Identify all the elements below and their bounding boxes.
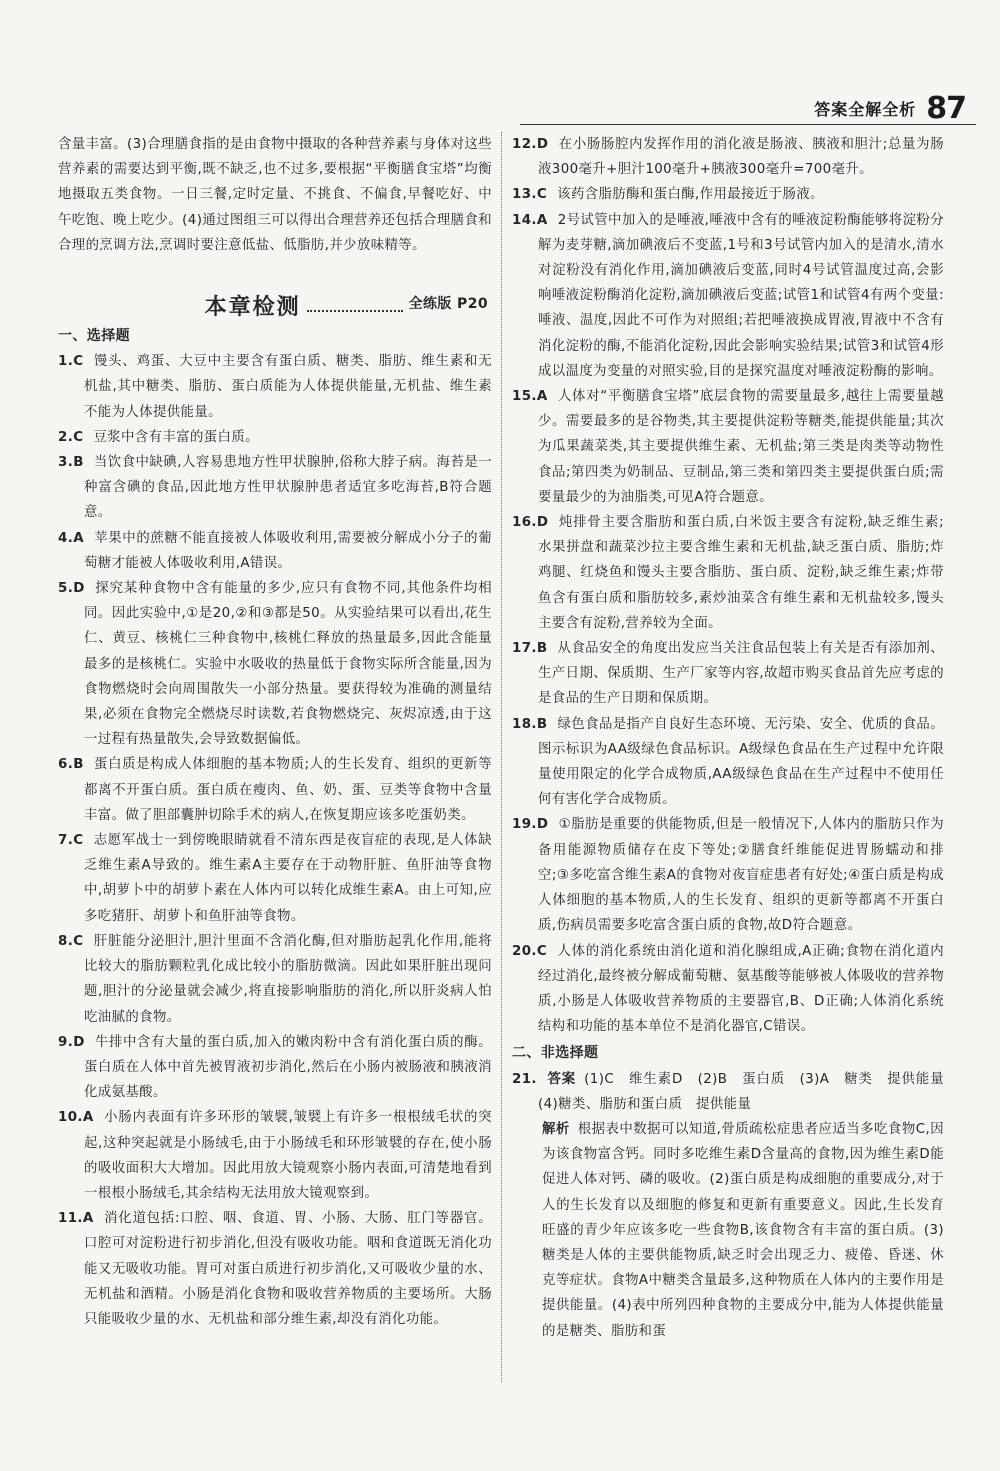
answer-item	[58, 752, 492, 828]
answer-item	[58, 576, 492, 752]
page-number: 87	[926, 90, 966, 126]
item-number: 10.A	[58, 1110, 94, 1126]
item-text: 该药含脂肪酶和蛋白酶,作用最接近于肠液。	[557, 187, 824, 203]
item-number: 14.A	[512, 212, 548, 228]
item-text: 蛋白质是构成人体细胞的基本物质;人的生长发育、组织的更新等都离不开蛋白质。蛋白质在瘦肉、鱼、奶、蛋、豆类等食物中含量丰富。做了胆部囊肿切除手术的病人,在恢复期应该多吃蛋奶类。	[84, 757, 492, 823]
answer-item	[58, 450, 492, 526]
analysis-paragraph	[512, 1117, 944, 1344]
answer-item	[58, 526, 492, 576]
item-number: 6.B	[58, 757, 84, 773]
chapter-name: 本章检测	[204, 294, 301, 320]
leader-dots	[307, 310, 403, 312]
item-text: 肝脏能分泌胆汁,胆汁里面不含消化酶,但对脂肪起乳化作用,能将比较大的脂肪颗粒乳化成比较小的脂肪微滴。因此如果肝脏出现问题,胆汁的分泌量就会减少,将直接影响脂肪的消化,所以肝炎病人怕吃油腻的食物。	[84, 933, 492, 1025]
header-title: 答案全解全析	[814, 99, 917, 119]
item-text: 志愿军战士一到傍晚眼睛就看不清东西是夜盲症的表现,是人体缺乏维生素A导致的。维生素A主要存在于动物肝脏、鱼肝油等食物中,胡萝卜中的胡萝卜素在人体内可以转化成维生素A。由上可知,应多吃猪肝、胡萝卜和鱼肝油等食物。	[84, 833, 492, 924]
item-number: 5.D	[58, 581, 85, 597]
item-text: 炖排骨主要含脂肪和蛋白质,白米饭主要含有淀粉,缺乏维生素;水果拼盘和蔬菜沙拉主要含维生素和无机盐,缺乏蛋白质、脂肪;炸鸡腿、红烧鱼和馒头主要含脂肪、蛋白质、淀粉,缺乏维生素;炸带鱼含有蛋白质和脂肪较多,素炒油菜含有维生素和无机盐较多,馒头主要含有淀粉,营养较为全面。	[538, 515, 944, 631]
answer-item	[58, 425, 492, 450]
analysis-label: 解析	[542, 1121, 570, 1137]
item-text: 当饮食中缺碘,人容易患地方性甲状腺肿,俗称大脖子病。海苔是一种富含碘的食品,因此地方性甲状腺肿患者适宜多吃海苔,B符合题意。	[84, 455, 492, 521]
item-text: 人体对“平衡膳食宝塔”底层食物的需要量最多,越往上需要量越少。需要最多的是谷物类,其主要提供淀粉等糖类,能提供能量;其次为瓜果蔬菜类,其主要提供维生素、无机盐;第三类是肉类等动物性食品;第四类为奶制品、豆制品,第三类和第四类主要提供蛋白质;需要量最少的为油脂类,可见A符合题意。	[538, 389, 944, 505]
answer-item	[512, 510, 944, 636]
item-text: 探究某种食物中含有能量的多少,应只有食物不同,其他条件均相同。因此实验中,①是20,②和③都是50。从实验结果可以看出,花生仁、黄豆、核桃仁三种食物中,核桃仁释放的热量最多,因此含能量最多的是核桃仁。实验中水吸收的热量低于食物实际所含能量,因为食物燃烧时会向周围散失一小部分热量。要获得较为准确的测量结果,必须在食物完全燃烧尽时读数,若食物燃烧完、灰烬凉透,由于这一过程有热量散失,会导致数据偏低。	[84, 581, 492, 748]
column-divider	[501, 132, 502, 1382]
item-number: 13.C	[512, 187, 548, 203]
answer-label: 答案	[546, 1071, 577, 1087]
item-number: 3.B	[58, 455, 84, 471]
answer-item	[58, 349, 492, 425]
answer-item	[58, 1030, 492, 1106]
item-number: 12.D	[512, 137, 549, 152]
section-heading: 二、非选择题	[512, 1045, 599, 1062]
page-header	[814, 88, 966, 128]
item-text: ①脂肪是重要的供能物质,但是一般情况下,人体内的脂肪只作为备用能源物质储存在皮下等处;②膳食纤维能促进胃肠蠕动和排空;③多吃富含维生素A的食物对夜盲症患者有好处;④蛋白质是构成人体细胞的基本物质,人的生长发育、组织的更新等都离不开蛋白质,伤病员需要多吃富含蛋白质的食物,故D符合题意。	[538, 817, 944, 934]
chapter-reference: 全练版 P20	[408, 295, 488, 312]
answer-item	[58, 828, 492, 929]
answer-item	[512, 182, 944, 207]
section-heading: 一、选择题	[58, 328, 130, 345]
intro-paragraph: 含量丰富。(3)合理膳食指的是由食物中摄取的各种营养素与身体对这些营养素的需要达到平衡,既不缺乏,也不过多,要根据“平衡膳食宝塔”均衡地摄取五类食物。一日三餐,定时定量、不挑食、不偏食,早餐吃好、中午吃饱、晚上吃少。(4)通过图组三可以得出合理营养还包括合理膳食和合理的烹调方法,烹调时要注意低盐、低脂肪,并少放味精等。	[58, 137, 492, 253]
item-number: 8.C	[58, 933, 84, 949]
item-text: 小肠内表面有许多环形的皱襞,皱襞上有许多一根根绒毛状的突起,这种突起就是小肠绒毛,由于小肠绒毛和环形皱襞的存在,使小肠的吸收面积大大增加。因此用放大镜观察小肠内表面,可清楚地看到一根根小肠绒毛,其余结构无法用放大镜观察到。	[84, 1110, 492, 1201]
analysis-text: 根据表中数据可以知道,骨质疏松症患者应适当多吃食物C,因为该食物富含钙。同时多吃维生素D含量高的食物,因为维生素D能促进人体对钙、磷的吸收。(2)蛋白质是构成细胞的重要成分,对于人的生长发育以及细胞的修复和更新有重要意义。因此,生长发育旺盛的青少年应该多吃一些食物B,该食物含有丰富的蛋白质。(3)糖类是人体的主要供能物质,缺乏时会出现乏力、疲倦、昏迷、休克等症状。食物A中糖类含量最多,这种物质在人体内的主要作用是提供能量。(4)表中所列四种食物的主要成分中,能为人体提供能量的是糖类、脂肪和蛋	[542, 1121, 944, 1339]
item-number: 1.C	[58, 354, 84, 370]
answer-item	[58, 1206, 492, 1332]
answer-item	[512, 712, 944, 813]
item-number: 2.C	[58, 429, 84, 445]
item-number: 20.C	[512, 943, 548, 959]
answer-item	[58, 1105, 492, 1206]
item-number: 17.B	[512, 641, 548, 657]
answer-item	[512, 636, 944, 712]
item-text: 人体的消化系统由消化道和消化腺组成,A正确;食物在消化道内经过消化,最终被分解成葡萄糖、氨基酸等能够被人体吸收的营养物质,小肠是人体吸收营养物质的主要器官,B、D正确;人体消化系统结构和功能的基本单位不是消化器官,C错误。	[538, 943, 944, 1035]
answer-text: (1)C 维生素D (2)B 蛋白质 (3)A 糖类 提供能量 (4)糖类、脂肪和蛋白质 提供能量	[538, 1071, 958, 1112]
item-number: 4.A	[58, 530, 84, 546]
item-text: 豆浆中含有丰富的蛋白质。	[93, 429, 259, 445]
answer-item	[512, 939, 944, 1040]
item-text: 从食品安全的角度出发应当关注食品包装上有关是否有添加剂、生产日期、保质期、生产厂家等内容,故超市购买食品首先应考虑的是食品的生产日期和保质期。	[538, 641, 944, 707]
item-number: 19.D	[512, 817, 549, 833]
answer-item	[512, 132, 944, 182]
chapter-heading	[58, 284, 488, 320]
answer-item	[512, 1067, 958, 1117]
item-number: 18.B	[512, 716, 548, 732]
answer-item	[512, 208, 944, 384]
item-text: 牛排中含有大量的蛋白质,加入的嫩肉粉中含有消化蛋白质的酶。蛋白质在人体中首先被胃液初步消化,然后在小肠内被肠液和胰液消化成氨基酸。	[84, 1034, 492, 1101]
item-text: 2号试管中加入的是唾液,唾液中含有的唾液淀粉酶能够将淀粉分解为麦芽糖,滴加碘液后不变蓝,1号和3号试管内加入的是清水,清水对淀粉没有消化作用,滴加碘液后变蓝,同时4号试管温度过高,会影响唾液淀粉酶消化淀粉,滴加碘液后变蓝;试管1和试管4有两个变量:唾液、温度,因此不可作为对照组;若把唾液换成胃液,胃液中不含有消化淀粉的酶,不能消化淀粉,因此会影响实验结果;试管3和试管4形成以温度为变量的对照实验,目的是探究温度对唾液淀粉酶的影响。	[538, 212, 944, 379]
header-rule	[520, 124, 976, 125]
item-text: 馒头、鸡蛋、大豆中主要含有蛋白质、糖类、脂肪、维生素和无机盐,其中糖类、脂肪、蛋白质能为人体提供能量,无机盐、维生素不能为人体提供能量。	[84, 354, 492, 420]
left-column	[58, 132, 492, 1332]
right-column	[512, 132, 958, 1344]
item-number: 15.A	[512, 389, 548, 405]
item-number: 21.	[512, 1071, 537, 1087]
answer-item	[512, 384, 944, 510]
item-number: 11.A	[58, 1211, 94, 1227]
item-text: 绿色食品是指产自良好生态环境、无污染、安全、优质的食品。图示标识为AA级绿色食品标识。A级绿色食品在生产过程中允许限量使用限定的化学合成物质,AA级绿色食品在生产过程中不使用任何有害化学合成物质。	[538, 716, 944, 808]
item-number: 7.C	[58, 833, 84, 849]
item-text: 消化道包括:口腔、咽、食道、胃、小肠、大肠、肛门等器官。口腔可对淀粉进行初步消化,但没有吸收功能。咽和食道既无消化功能又无吸收功能。胃可对蛋白质进行初步消化,又可吸收少量的水、无机盐和酒精。小肠是消化食物和吸收营养物质的主要场所。大肠只能吸收少量的水、无机盐和部分维生素,却没有消化功能。	[84, 1211, 492, 1327]
item-text: 苹果中的蔗糖不能直接被人体吸收利用,需要被分解成小分子的葡萄糖才能被人体吸收利用,A错误。	[84, 530, 492, 571]
answer-item	[58, 929, 492, 1030]
answer-item	[512, 812, 944, 938]
item-number: 16.D	[512, 515, 549, 531]
item-number: 9.D	[58, 1034, 85, 1050]
item-text: 在小肠肠腔内发挥作用的消化液是肠液、胰液和胆汁;总量为肠液300毫升+胆汁100毫升+胰液300毫升=700毫升。	[538, 137, 944, 178]
